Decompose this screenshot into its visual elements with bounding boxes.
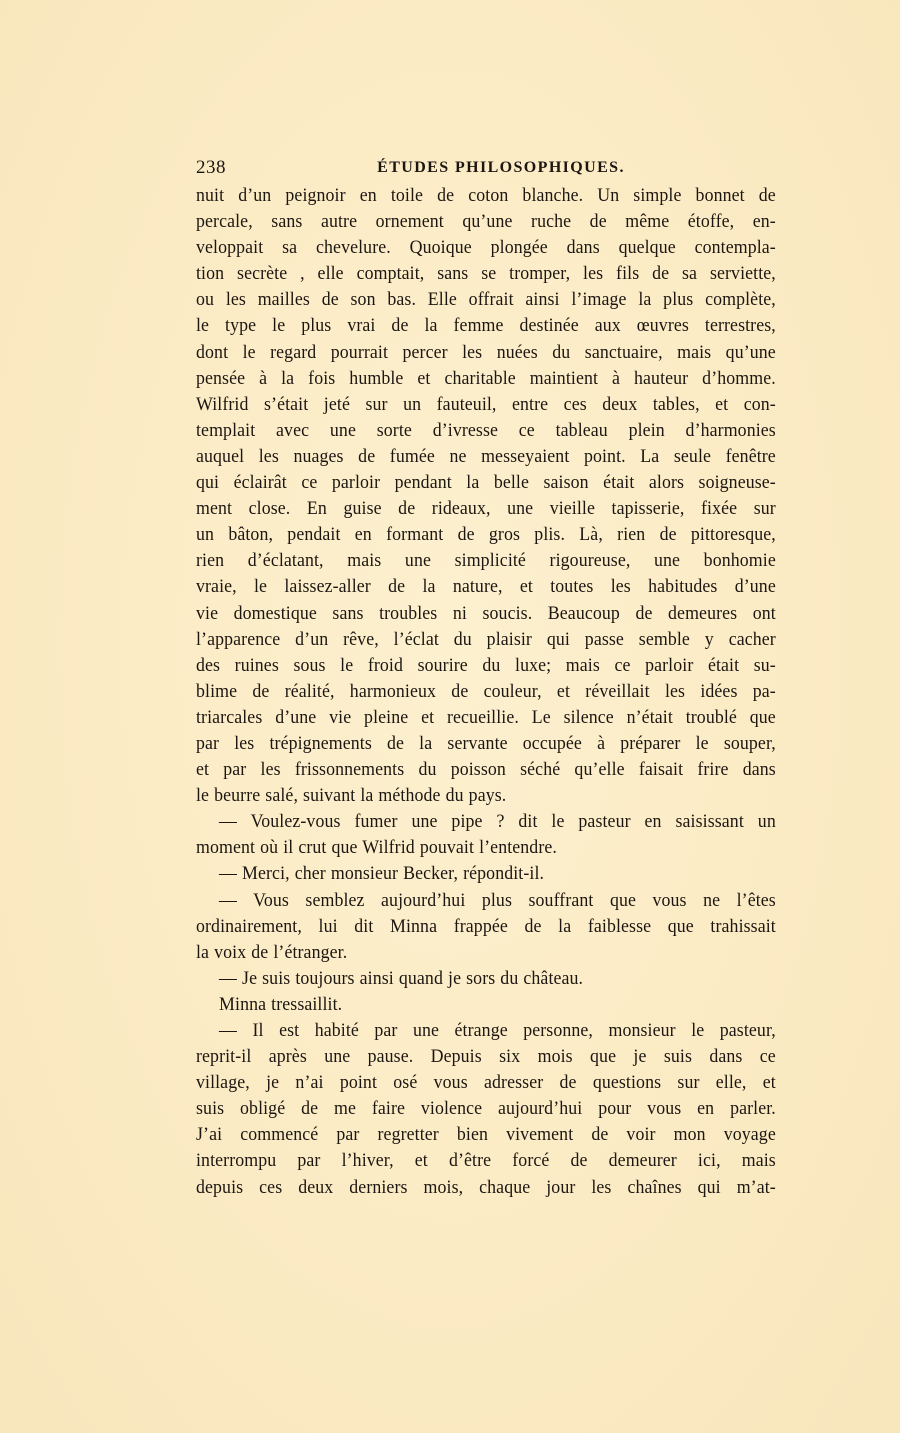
text-line: — Merci, cher monsieur Becker, répondit-il. — [219, 863, 545, 885]
running-head — [196, 153, 776, 183]
text-line: nuit d’un peignoir en toile de coton blanche. Un simple bonnet de — [196, 185, 776, 206]
text-line: — Il est habité par une étrange personne, monsieur le pasteur, — [219, 1020, 776, 1041]
text-line: ou les mailles de son bas. Elle offrait ainsi l’image la plus complète, — [196, 289, 776, 311]
text-line: dont le regard pourrait percer les nuées du sanctuaire, mais qu’une — [196, 341, 776, 363]
text-line: vraie, le laissez-aller de la nature, et toutes les habitudes d’une — [196, 576, 776, 598]
text-line: la voix de l’étranger. — [196, 941, 348, 963]
text-line: ordinairement, lui dit Minna frappée de la faiblesse que trahissait — [196, 915, 776, 937]
text-line: reprit-il après une pause. Depuis six mois que je suis dans ce — [196, 1046, 776, 1068]
text-line: Wilfrid s’était jeté sur un fauteuil, entre ces deux tables, et con- — [196, 393, 776, 415]
text-line: J’ai commencé par regretter bien vivement de voir mon voyage — [196, 1124, 776, 1146]
text-line: — Voulez-vous fumer une pipe ? dit le pasteur en saisissant un — [219, 811, 776, 833]
text-line: veloppait sa chevelure. Quoique plongée dans quelque contempla- — [196, 237, 776, 259]
text-line: le beurre salé, suivant la méthode du pays. — [196, 785, 507, 807]
text-line: auquel les nuages de fumée ne messeyaient point. La seule fenêtre — [196, 445, 776, 467]
text-line: moment où il crut que Wilfrid pouvait l’entendre. — [196, 837, 557, 859]
text-line: pensée à la fois humble et charitable maintient à hauteur d’homme. — [196, 367, 776, 389]
text-line: rien d’éclatant, mais une simplicité rigoureuse, une bonhomie — [196, 550, 776, 572]
text-line: percale, sans autre ornement qu’une ruche de même étoffe, en- — [196, 211, 776, 233]
page-number: 238 — [196, 157, 226, 178]
text-line: interrompu par l’hiver, et d’être forcé de demeurer ici, mais — [196, 1150, 776, 1172]
running-title: ÉTUDES PHILOSOPHIQUES. — [377, 159, 625, 176]
text-line: par les trépignements de la servante occupée à préparer le souper, — [196, 732, 776, 754]
text-line: l’apparence d’un rêve, l’éclat du plaisir qui passe semble y cacher — [196, 628, 776, 650]
text-line: qui éclairât ce parloir pendant la belle saison était alors soigneuse- — [196, 472, 776, 494]
text-line: village, je n’ai point osé vous adresser de questions sur elle, et — [196, 1072, 776, 1094]
text-line: — Je suis toujours ainsi quand je sors du château. — [219, 967, 584, 989]
book-page — [196, 153, 776, 1201]
text-line: — Vous semblez aujourd’hui plus souffrant que vous ne l’êtes — [219, 889, 776, 911]
text-line: un bâton, pendait en formant de gros plis. Là, rien de pittoresque, — [196, 524, 776, 546]
text-line: depuis ces deux derniers mois, chaque jour les chaînes qui m’at- — [196, 1176, 776, 1198]
text-line: ment close. En guise de rideaux, une vieille tapisserie, fixée sur — [196, 498, 776, 520]
text-line: tion secrète , elle comptait, sans se tromper, les fils de sa serviette, — [196, 263, 776, 285]
text-line: et par les frissonnements du poisson séché qu’elle faisait frire dans — [196, 759, 776, 781]
text-line: vie domestique sans troubles ni soucis. Beaucoup de demeures ont — [196, 602, 776, 624]
text-line: blime de réalité, harmonieux de couleur, et réveillait les idées pa- — [196, 680, 776, 702]
text-line: triarcales d’une vie pleine et recueillie. Le silence n’était troublé que — [196, 706, 776, 728]
body-text — [196, 183, 776, 1201]
text-line: templait avec une sorte d’ivresse ce tableau plein d’harmonies — [196, 419, 776, 441]
text-line: le type le plus vrai de la femme destinée aux œuvres terrestres, — [196, 315, 776, 337]
text-line: Minna tressaillit. — [219, 993, 343, 1015]
text-line: suis obligé de me faire violence aujourd’hui pour vous en parler. — [196, 1098, 776, 1120]
text-line: des ruines sous le froid sourire du luxe; mais ce parloir était su- — [196, 654, 776, 676]
